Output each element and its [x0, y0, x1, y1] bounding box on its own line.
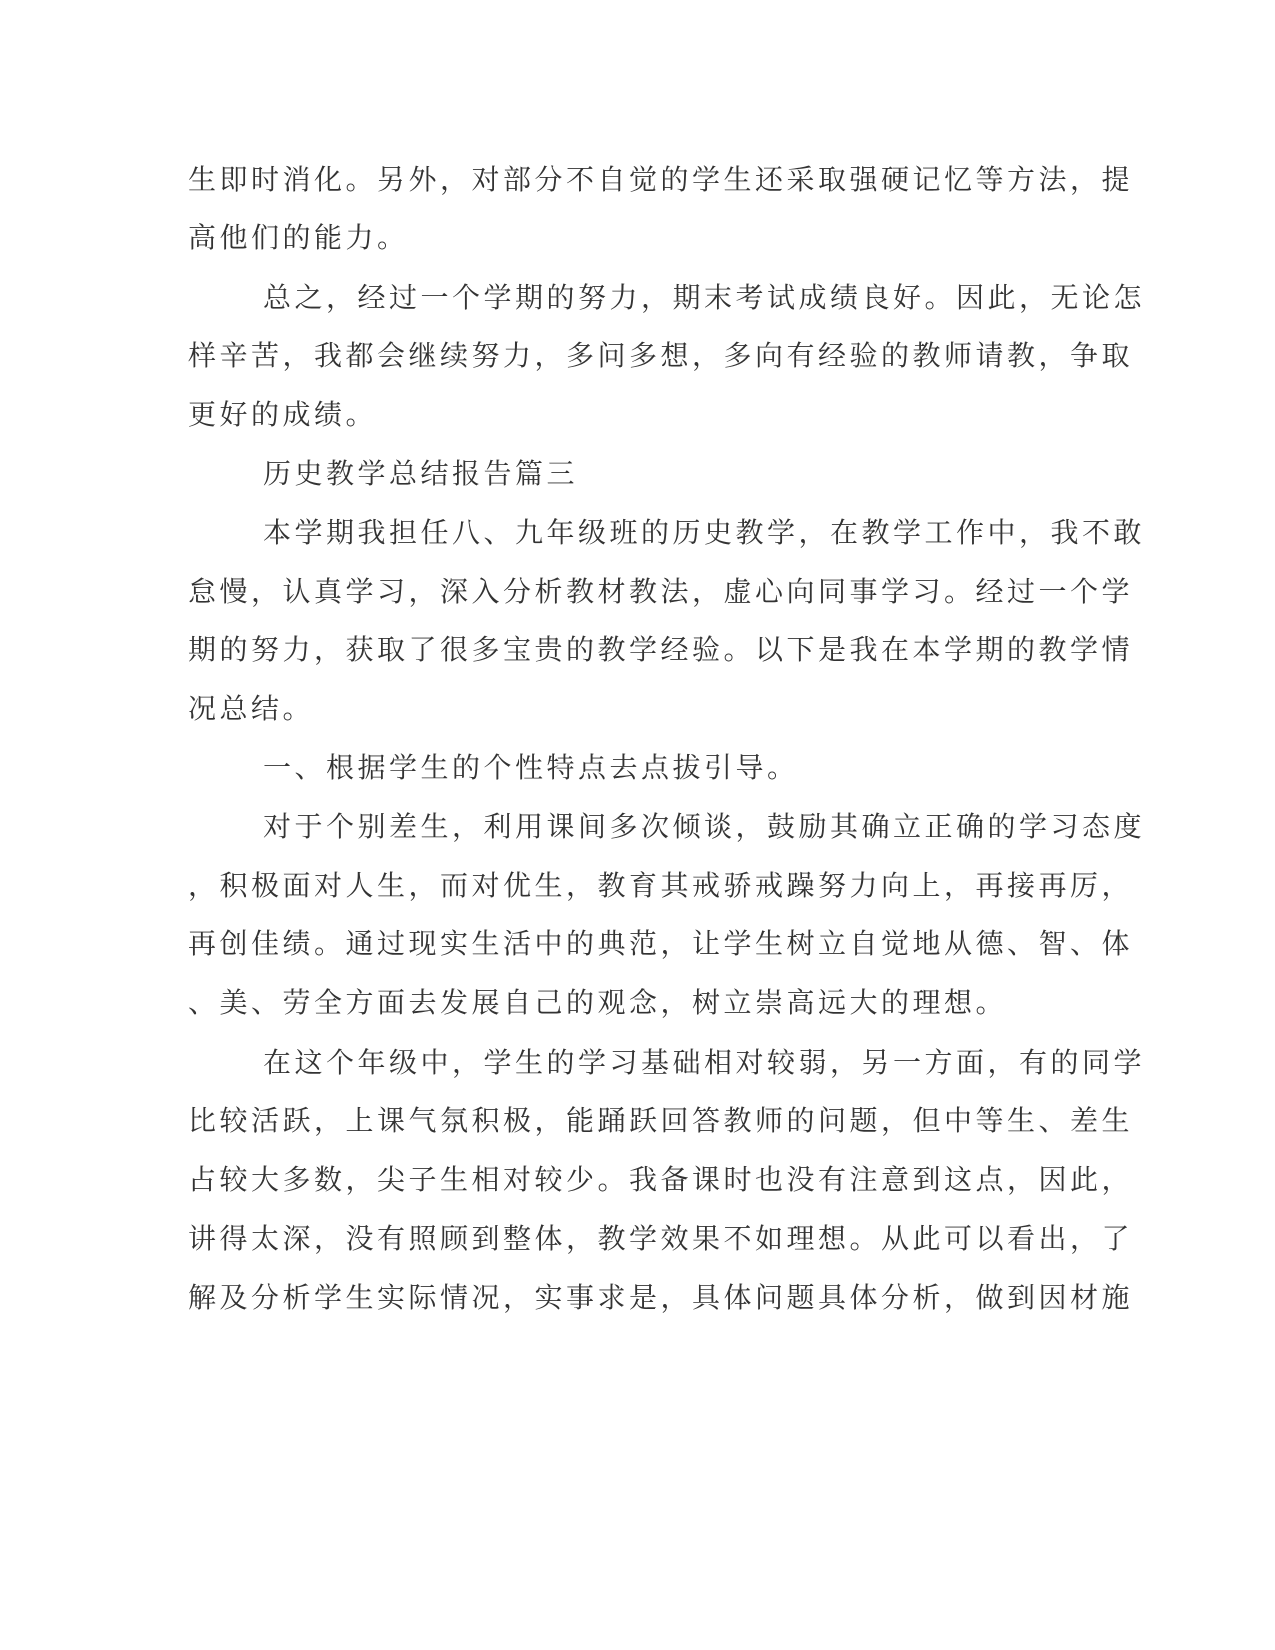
text-line: 讲得太深，没有照顾到整体，教学效果不如理想。从此可以看出，了 [188, 1222, 1134, 1255]
text-line: 更好的成绩。 [188, 398, 378, 431]
text-line: 怠慢，认真学习，深入分析教材教法，虚心向同事学习。经过一个学 [188, 575, 1134, 608]
text-line: 高他们的能力。 [188, 221, 409, 254]
text-line: 期的努力，获取了很多宝贵的教学经验。以下是我在本学期的教学情 [188, 633, 1134, 666]
text-line: 再创佳绩。通过现实生活中的典范，让学生树立自觉地从德、智、体 [188, 927, 1134, 960]
text-line: 样辛苦，我都会继续努力，多问多想，多向有经验的教师请教，争取 [188, 339, 1134, 372]
section-heading: 历史教学总结报告篇三 [263, 457, 579, 490]
text-line: 况总结。 [188, 692, 315, 725]
text-line: ，积极面对人生，而对优生，教育其戒骄戒躁努力向上，再接再厉， [188, 869, 1134, 902]
subsection-heading: 一、根据学生的个性特点去点拔引导。 [263, 751, 799, 784]
text-line: 解及分析学生实际情况，实事求是，具体问题具体分析，做到因材施 [188, 1281, 1134, 1314]
text-line: 占较大多数，尖子生相对较少。我备课时也没有注意到这点，因此， [188, 1163, 1134, 1196]
paragraph-first-line: 总之，经过一个学期的努力，期末考试成绩良好。因此，无论怎 [263, 281, 1146, 314]
paragraph-first-line: 对于个别差生，利用课间多次倾谈，鼓励其确立正确的学习态度 [263, 810, 1146, 843]
paragraph-first-line: 在这个年级中，学生的学习基础相对较弱，另一方面，有的同学 [263, 1046, 1146, 1079]
text-line: 比较活跃，上课气氛积极，能踊跃回答教师的问题，但中等生、差生 [188, 1104, 1134, 1137]
text-line: 生即时消化。另外，对部分不自觉的学生还采取强硬记忆等方法，提 [188, 163, 1134, 196]
paragraph-first-line: 本学期我担任八、九年级班的历史教学，在教学工作中，我不敢 [263, 516, 1146, 549]
text-line: 、美、劳全方面去发展自己的观念，树立崇高远大的理想。 [188, 986, 1008, 1019]
